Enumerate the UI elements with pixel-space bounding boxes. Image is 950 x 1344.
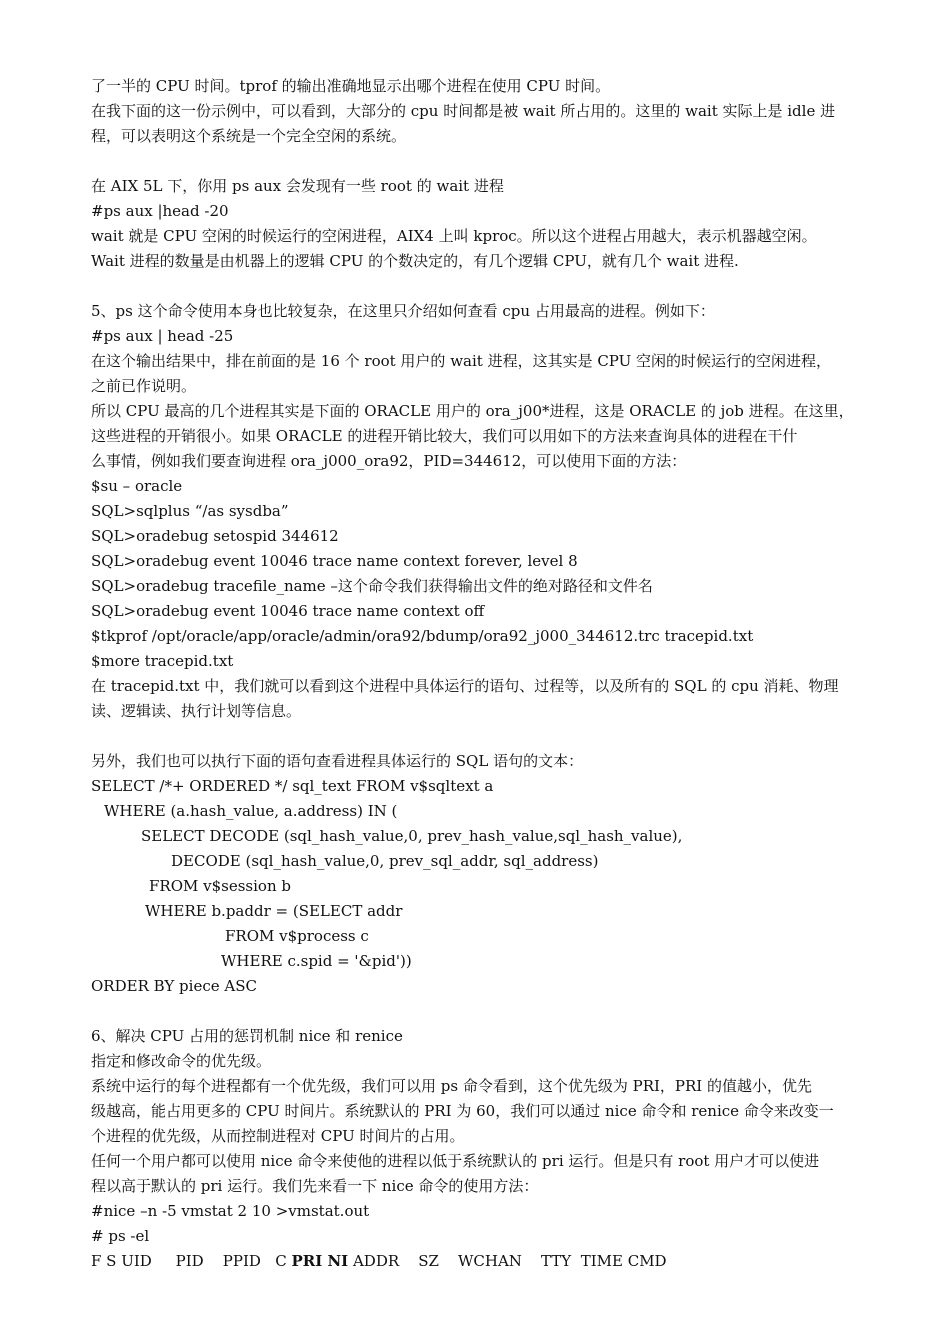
command-line: #ps aux |head -20 bbox=[91, 202, 229, 220]
sql-line: SELECT DECODE (sql_hash_value,0, prev_hash_value,sql_hash_value), bbox=[141, 827, 683, 845]
text-line: 系统中运行的每个进程都有一个优先级，我们可以用 ps 命令看到，这个优先级为 PRI，PRI 的值越小，优先 bbox=[91, 1077, 813, 1095]
text-line: 了一半的 CPU 时间。tprof 的输出准确地显示出哪个进程在使用 CPU 时间。 bbox=[91, 77, 611, 95]
sql-line: DECODE (sql_hash_value,0, prev_sql_addr, sql_address) bbox=[171, 852, 599, 870]
command-line: #nice –n -5 vmstat 2 10 >vmstat.out bbox=[91, 1202, 370, 1220]
command-line: SQL>oradebug tracefile_name –这个命令我们获得输出文件的绝对路径和文件名 bbox=[91, 577, 653, 595]
text-line: 读、逻辑读、执行计划等信息。 bbox=[91, 702, 302, 720]
blank-line bbox=[91, 274, 897, 299]
text-line: 级越高，能占用更多的 CPU 时间片。系统默认的 PRI 为 60，我们可以通过 nice 命令和 renice 命令来改变一 bbox=[91, 1102, 834, 1120]
text-line: wait 就是 CPU 空闲的时候运行的空闲进程，AIX4 上叫 kproc。所以这个进程占用越大，表示机器越空闲。 bbox=[91, 227, 817, 245]
text-line: 在这个输出结果中，排在前面的是 16 个 root 用户的 wait 进程，这其实是 CPU 空闲的时候运行的空闲进程， bbox=[91, 352, 832, 370]
paragraph-aix-wait bbox=[91, 174, 897, 274]
command-line: SQL>oradebug event 10046 trace name context forever, level 8 bbox=[91, 552, 578, 570]
command-line: $tkprof /opt/oracle/app/oracle/admin/ora92/bdump/ora92_j000_344612.trc tracepid.txt bbox=[91, 627, 754, 645]
text-line: 另外，我们也可以执行下面的语句查看进程具体运行的 SQL 语句的文本： bbox=[91, 752, 584, 770]
command-line: SQL>oradebug event 10046 trace name context off bbox=[91, 602, 485, 620]
sql-line: FROM v$process c bbox=[225, 927, 369, 945]
text-line: 这些进程的开销很小。如果 ORACLE 的进程开销比较大，我们可以用如下的方法来查询具体的进程在干什 bbox=[91, 427, 798, 445]
sql-line: ORDER BY piece ASC bbox=[91, 977, 257, 995]
document-page bbox=[91, 74, 897, 1274]
sql-line: WHERE b.paddr = (SELECT addr bbox=[145, 902, 403, 920]
section-6-nice bbox=[91, 1024, 897, 1274]
sql-line: FROM v$session b bbox=[149, 877, 291, 895]
command-line: # ps -el bbox=[91, 1227, 150, 1245]
text-line: 个进程的优先级，从而控制进程对 CPU 时间片的占用。 bbox=[91, 1127, 465, 1145]
text-line: 程，可以表明这个系统是一个完全空闲的系统。 bbox=[91, 127, 407, 145]
command-line: SQL>oradebug setospid 344612 bbox=[91, 527, 339, 545]
text-line: 在 tracepid.txt 中，我们就可以看到这个进程中具体运行的语句、过程等，以及所有的 SQL 的 cpu 消耗、物理 bbox=[91, 677, 839, 695]
section-heading: 5、ps 这个命令使用本身也比较复杂，在这里只介绍如何查看 cpu 占用最高的进程。例如下： bbox=[91, 302, 715, 320]
text-line: 在我下面的这一份示例中，可以看到，大部分的 cpu 时间都是被 wait 所占用的。这里的 wait 实际上是 idle 进 bbox=[91, 102, 836, 120]
text-line: 之前已作说明。 bbox=[91, 377, 197, 395]
ps-header-pri-ni: PRI NI bbox=[291, 1252, 349, 1270]
section-5-ps bbox=[91, 299, 897, 724]
command-line: $more tracepid.txt bbox=[91, 652, 234, 670]
sql-line: WHERE (a.hash_value, a.address) IN ( bbox=[104, 802, 398, 820]
sql-line: WHERE c.spid = '&pid')) bbox=[221, 952, 412, 970]
sql-query-block bbox=[91, 749, 897, 999]
text-line: Wait 进程的数量是由机器上的逻辑 CPU 的个数决定的，有几个逻辑 CPU，就有几个 wait 进程. bbox=[91, 252, 739, 270]
text-line: 任何一个用户都可以使用 nice 命令来使他的进程以低于系统默认的 pri 运行。但是只有 root 用户才可以使进 bbox=[91, 1152, 820, 1170]
paragraph-tprof bbox=[91, 74, 897, 149]
text-line: 么事情，例如我们要查询进程 ora_j000_ora92，PID=344612，可以使用下面的方法： bbox=[91, 452, 687, 470]
ps-header-columns-rest: ADDR SZ WCHAN TTY TIME CMD bbox=[348, 1252, 667, 1270]
command-line: $su – oracle bbox=[91, 477, 183, 495]
section-heading: 6、解决 CPU 占用的惩罚机制 nice 和 renice bbox=[91, 1027, 403, 1045]
text-line: 所以 CPU 最高的几个进程其实是下面的 ORACLE 用户的 ora_j00*进程，这是 ORACLE 的 job 进程。在这里， bbox=[91, 402, 854, 420]
sql-line: SELECT /*+ ORDERED */ sql_text FROM v$sqltext a bbox=[91, 777, 494, 795]
command-line: #ps aux | head -25 bbox=[91, 327, 234, 345]
ps-output-header bbox=[91, 1249, 897, 1274]
text-line: 指定和修改命令的优先级。 bbox=[91, 1052, 272, 1070]
blank-line bbox=[91, 724, 897, 749]
blank-line bbox=[91, 999, 897, 1024]
ps-header-columns: F S UID PID PPID C bbox=[91, 1252, 292, 1270]
text-line: 程以高于默认的 pri 运行。我们先来看一下 nice 命令的使用方法： bbox=[91, 1177, 539, 1195]
command-line: SQL>sqlplus “/as sysdba” bbox=[91, 502, 289, 520]
blank-line bbox=[91, 149, 897, 174]
text-line: 在 AIX 5L 下，你用 ps aux 会发现有一些 root 的 wait 进程 bbox=[91, 177, 504, 195]
